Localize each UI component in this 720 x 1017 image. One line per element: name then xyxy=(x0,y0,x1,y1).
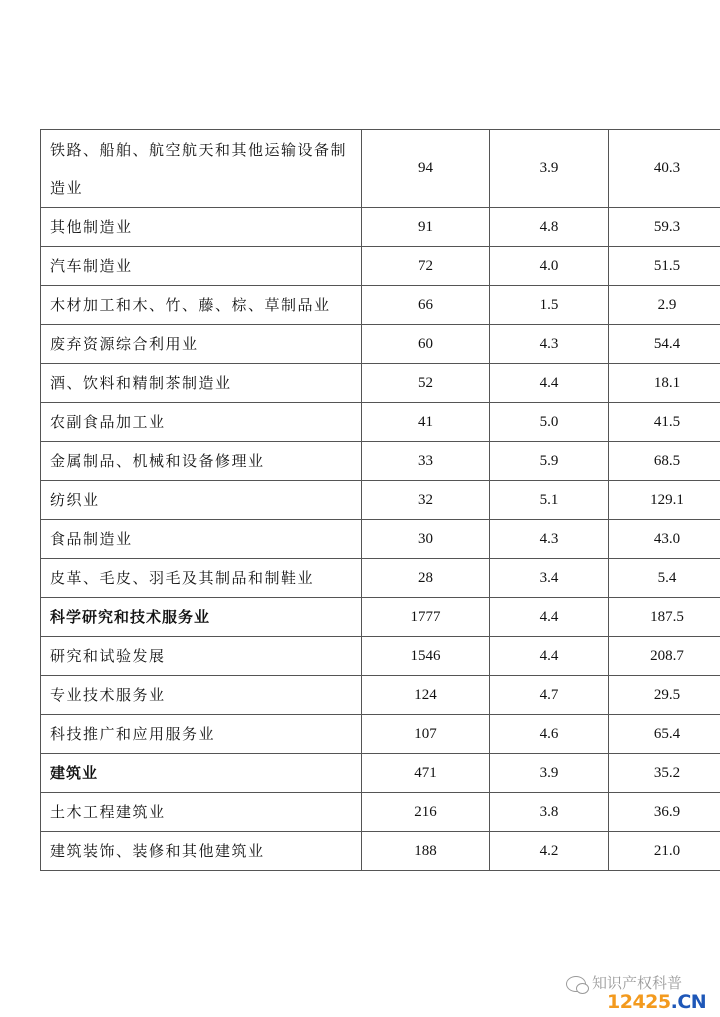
value-cell-col2: 94 xyxy=(362,130,490,208)
value-cell-col3: 3.9 xyxy=(490,754,609,793)
value-cell-col2: 471 xyxy=(362,754,490,793)
industry-name-cell: 科学研究和技术服务业 xyxy=(41,598,362,637)
value-cell-col2: 41 xyxy=(362,403,490,442)
value-cell-col3: 4.6 xyxy=(490,715,609,754)
table-row xyxy=(41,793,720,832)
value-cell-col3: 1.5 xyxy=(490,286,609,325)
wechat-icon xyxy=(566,976,586,992)
value-cell-col2: 52 xyxy=(362,364,490,403)
value-cell-col4: 40.3 xyxy=(609,130,720,208)
wechat-account-name: 知识产权科普 xyxy=(592,974,683,992)
value-cell-col4: 68.5 xyxy=(609,442,720,481)
table-row xyxy=(41,130,720,208)
table-row xyxy=(41,247,720,286)
value-cell-col3: 3.4 xyxy=(490,559,609,598)
category-row xyxy=(41,754,720,793)
value-cell-col4: 129.1 xyxy=(609,481,720,520)
table-body xyxy=(41,130,720,871)
value-cell-col3: 5.9 xyxy=(490,442,609,481)
value-cell-col2: 60 xyxy=(362,325,490,364)
table-row xyxy=(41,364,720,403)
value-cell-col4: 21.0 xyxy=(609,832,720,871)
value-cell-col2: 1777 xyxy=(362,598,490,637)
site-watermark-digits: 12425 xyxy=(607,991,671,1013)
value-cell-col4: 36.9 xyxy=(609,793,720,832)
site-watermark-tld: .CN xyxy=(670,991,707,1013)
industry-name-cell: 食品制造业 xyxy=(41,520,362,559)
industry-name-cell: 汽车制造业 xyxy=(41,247,362,286)
industry-table xyxy=(40,129,720,871)
value-cell-col4: 51.5 xyxy=(609,247,720,286)
wechat-watermark xyxy=(566,972,682,993)
value-cell-col4: 2.9 xyxy=(609,286,720,325)
value-cell-col4: 41.5 xyxy=(609,403,720,442)
industry-name-cell: 其他制造业 xyxy=(41,208,362,247)
value-cell-col2: 91 xyxy=(362,208,490,247)
value-cell-col4: 5.4 xyxy=(609,559,720,598)
value-cell-col4: 29.5 xyxy=(609,676,720,715)
value-cell-col2: 216 xyxy=(362,793,490,832)
value-cell-col3: 5.1 xyxy=(490,481,609,520)
table-row xyxy=(41,832,720,871)
value-cell-col3: 4.8 xyxy=(490,208,609,247)
value-cell-col4: 35.2 xyxy=(609,754,720,793)
value-cell-col3: 4.4 xyxy=(490,637,609,676)
industry-name-cell: 废弃资源综合利用业 xyxy=(41,325,362,364)
value-cell-col3: 4.0 xyxy=(490,247,609,286)
value-cell-col2: 28 xyxy=(362,559,490,598)
value-cell-col4: 43.0 xyxy=(609,520,720,559)
industry-name-cell: 土木工程建筑业 xyxy=(41,793,362,832)
table-row xyxy=(41,676,720,715)
value-cell-col3: 4.4 xyxy=(490,364,609,403)
value-cell-col3: 4.2 xyxy=(490,832,609,871)
value-cell-col2: 33 xyxy=(362,442,490,481)
industry-name-cell: 建筑装饰、装修和其他建筑业 xyxy=(41,832,362,871)
value-cell-col2: 107 xyxy=(362,715,490,754)
category-row xyxy=(41,598,720,637)
table-row xyxy=(41,325,720,364)
value-cell-col2: 124 xyxy=(362,676,490,715)
value-cell-col4: 187.5 xyxy=(609,598,720,637)
industry-name-cell: 研究和试验发展 xyxy=(41,637,362,676)
value-cell-col3: 4.3 xyxy=(490,325,609,364)
table-row xyxy=(41,559,720,598)
industry-name-cell: 纺织业 xyxy=(41,481,362,520)
industry-name-cell: 酒、饮料和精制茶制造业 xyxy=(41,364,362,403)
industry-name-cell: 建筑业 xyxy=(41,754,362,793)
value-cell-col4: 208.7 xyxy=(609,637,720,676)
table-row xyxy=(41,442,720,481)
value-cell-col3: 3.8 xyxy=(490,793,609,832)
value-cell-col2: 30 xyxy=(362,520,490,559)
table-row xyxy=(41,403,720,442)
industry-name-cell: 金属制品、机械和设备修理业 xyxy=(41,442,362,481)
value-cell-col2: 72 xyxy=(362,247,490,286)
industry-name-cell: 专业技术服务业 xyxy=(41,676,362,715)
value-cell-col3: 3.9 xyxy=(490,130,609,208)
industry-name-cell: 科技推广和应用服务业 xyxy=(41,715,362,754)
value-cell-col2: 1546 xyxy=(362,637,490,676)
table-row xyxy=(41,520,720,559)
value-cell-col3: 4.7 xyxy=(490,676,609,715)
value-cell-col3: 4.4 xyxy=(490,598,609,637)
value-cell-col2: 188 xyxy=(362,832,490,871)
industry-name-cell: 皮革、毛皮、羽毛及其制品和制鞋业 xyxy=(41,559,362,598)
value-cell-col4: 59.3 xyxy=(609,208,720,247)
value-cell-col3: 5.0 xyxy=(490,403,609,442)
table-row xyxy=(41,208,720,247)
table-row xyxy=(41,481,720,520)
industry-name-cell: 木材加工和木、竹、藤、棕、草制品业 xyxy=(41,286,362,325)
site-watermark xyxy=(607,991,706,1013)
table-row xyxy=(41,637,720,676)
value-cell-col4: 65.4 xyxy=(609,715,720,754)
industry-name-cell: 农副食品加工业 xyxy=(41,403,362,442)
table-row xyxy=(41,715,720,754)
industry-name-cell: 铁路、船舶、航空航天和其他运输设备制造业 xyxy=(41,130,362,208)
table-row xyxy=(41,286,720,325)
value-cell-col4: 18.1 xyxy=(609,364,720,403)
value-cell-col3: 4.3 xyxy=(490,520,609,559)
value-cell-col2: 32 xyxy=(362,481,490,520)
value-cell-col4: 54.4 xyxy=(609,325,720,364)
value-cell-col2: 66 xyxy=(362,286,490,325)
